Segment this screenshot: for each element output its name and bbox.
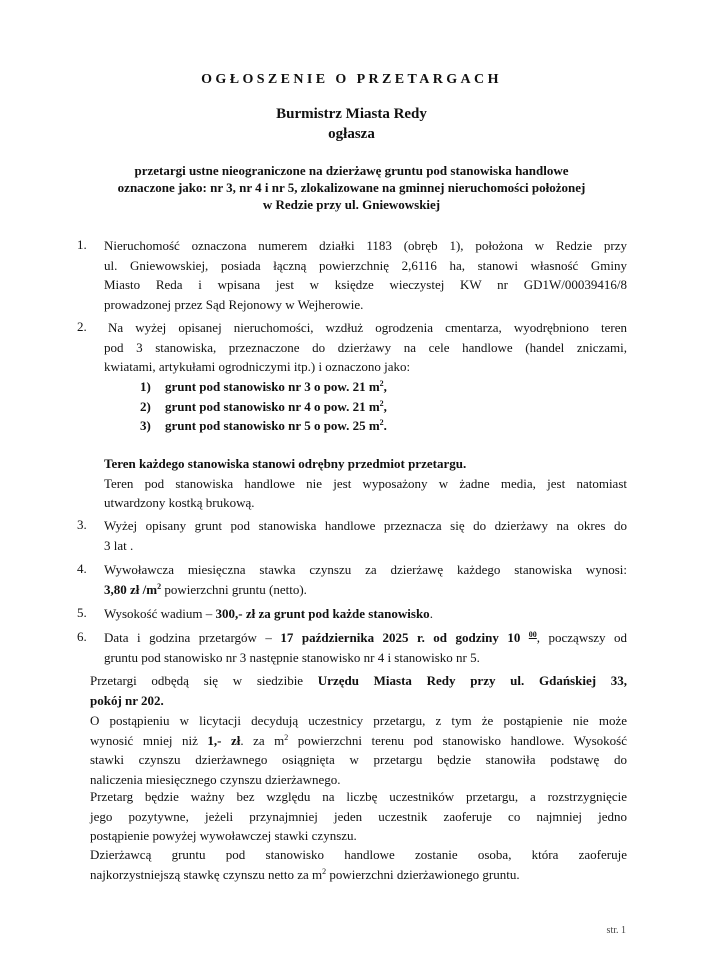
validity-paragraph: Przetarg będzie ważny bez względu na liczbę uczestników przetargu, a rozstrzygnięcie jego pozytywne, jeżeli przynajmniej jeden uczestnik zaoferuje co najmniej jedno postąpienie powyżej wywoławczej stawki czynszu. xyxy=(90,789,627,844)
note-line: utwardzony kostką brukową. xyxy=(104,495,255,511)
item-2-line: pod 3 stanowiska, przeznaczone do dzierżawy na cele handlowe (handel zniczami, xyxy=(104,339,627,355)
item-6-line: gruntu pod stanowisko nr 3 następnie stanowisko nr 4 i stanowisko nr 5. xyxy=(104,649,480,665)
item-2-line: kwiatami, artykułami ogrodniczymi itp.) i oznaczono jako: xyxy=(104,359,411,375)
item-5-text: Wysokość wadium – 300,- zł za grunt pod każde stanowisko. xyxy=(104,606,433,621)
subject-line-2: oznaczone jako: nr 3, nr 4 i nr 5, zlokalizowane na gminnej nieruchomości położonej xyxy=(117,180,586,195)
item-1-line: Miasto Reda i wpisana jest w księdze wieczystej KW nr GD1W/00039416/8 xyxy=(104,277,627,293)
item-4-line: 3,80 zł $/m^2$ powierzchni gruntu (netto). xyxy=(104,581,307,597)
item-3-line: 3 lat . xyxy=(104,537,134,553)
item-1-number: 1. xyxy=(77,237,87,252)
subject-line-1: przetargi ustne nieograniczone na dzierżawę gruntu pod stanowiska handlowe xyxy=(134,163,569,178)
item-2-text xyxy=(104,318,627,377)
document-title: OGŁOSZENIE O PRZETARGACH xyxy=(201,72,502,87)
item-1-line: prowadzonej przez Sąd Rejonowy w Wejherowie. xyxy=(104,296,364,312)
item-1-text xyxy=(104,236,627,314)
item-3-number: 3. xyxy=(77,517,87,532)
plot-item-1: 1) grunt pod stanowisko nr 3 o pow. 21 $m^2$, xyxy=(140,379,387,394)
item-4-line: Wywoławcza miesięczna stawka czynszu za dzierżawę każdego stanowiska wynosi: xyxy=(104,562,627,577)
issuer-name: Burmistrz Miasta Redy xyxy=(276,106,427,122)
item-1-line: Nieruchomość oznaczona numerem działki 1183 (obręb 1), położona w Redzie przy xyxy=(104,238,627,253)
item-2-note xyxy=(104,454,627,513)
subject-line-3: w Redzie przy ul. Gniewowskiej xyxy=(262,197,441,212)
bold-note: Teren każdego stanowiska stanowi odrębny przedmiot przetargu. xyxy=(104,456,467,471)
item-3-line: Wyżej opisany grunt pod stanowiska handlowe przeznacza się do dzierżawy na okres do xyxy=(104,518,627,533)
page-number: str. 1 xyxy=(606,925,626,936)
item-5-number: 5. xyxy=(77,605,87,620)
venue-paragraph: Przetargi odbędą się w siedzibie Urzędu Miasta Redy przy ul. Gdańskiej 33, pokój nr 202. xyxy=(90,673,627,708)
item-4-text xyxy=(104,560,627,599)
note-line: Teren pod stanowiska handlowe nie jest wyposażony w żadne media, jest natomiast xyxy=(104,475,627,491)
item-6-text: Data i godzina przetargów – 17 października 2025 r. od godziny 10 $^{00}$, począwszy od gruntu pod stanowisko nr 3 następnie stanowisko nr 4 i stanowisko nr 5. xyxy=(104,628,627,667)
item-4-number: 4. xyxy=(77,561,87,576)
lessee-paragraph: Dzierżawcą gruntu pod stanowisko handlowe zostanie osoba, która zaoferuje najkorzystniejszą stawkę czynszu netto za $m^2$ powierzchni dzierżawionego gruntu. xyxy=(90,847,627,882)
item-1-line: ul. Gniewowskiej, posiada łączną powierzchnię 2,6116 ha, stanowi własność Gminy xyxy=(104,257,627,273)
plot-item-3: 3) grunt pod stanowisko nr 5 o pow. 25 $m^2$. xyxy=(140,418,387,433)
item-3-text xyxy=(104,516,627,555)
item-6-number: 6. xyxy=(77,629,87,644)
item-2-number: 2. xyxy=(77,319,87,334)
bidding-paragraph: O postąpieniu w licytacji decydują uczestnicy przetargu, z tym że postąpienie nie może wynosić mniej niż 1,- zł. za $m^2$ powierzchni terenu pod stanowisko handlowe. Wysokość stawki czynszu dzierżawnego osiągnięta w przetargu będzie stanowiła podstawę do naliczenia miesięcznego czynszu dzierżawnego. xyxy=(90,713,628,787)
item-2-line: Na wyżej opisanej nieruchomości, wzdłuż ogrodzenia cmentarza, wyodrębniono teren xyxy=(108,320,627,335)
plot-item-2: 2) grunt pod stanowisko nr 4 o pow. 21 $m^2$, xyxy=(140,399,387,414)
announces-label: ogłasza xyxy=(328,126,375,142)
